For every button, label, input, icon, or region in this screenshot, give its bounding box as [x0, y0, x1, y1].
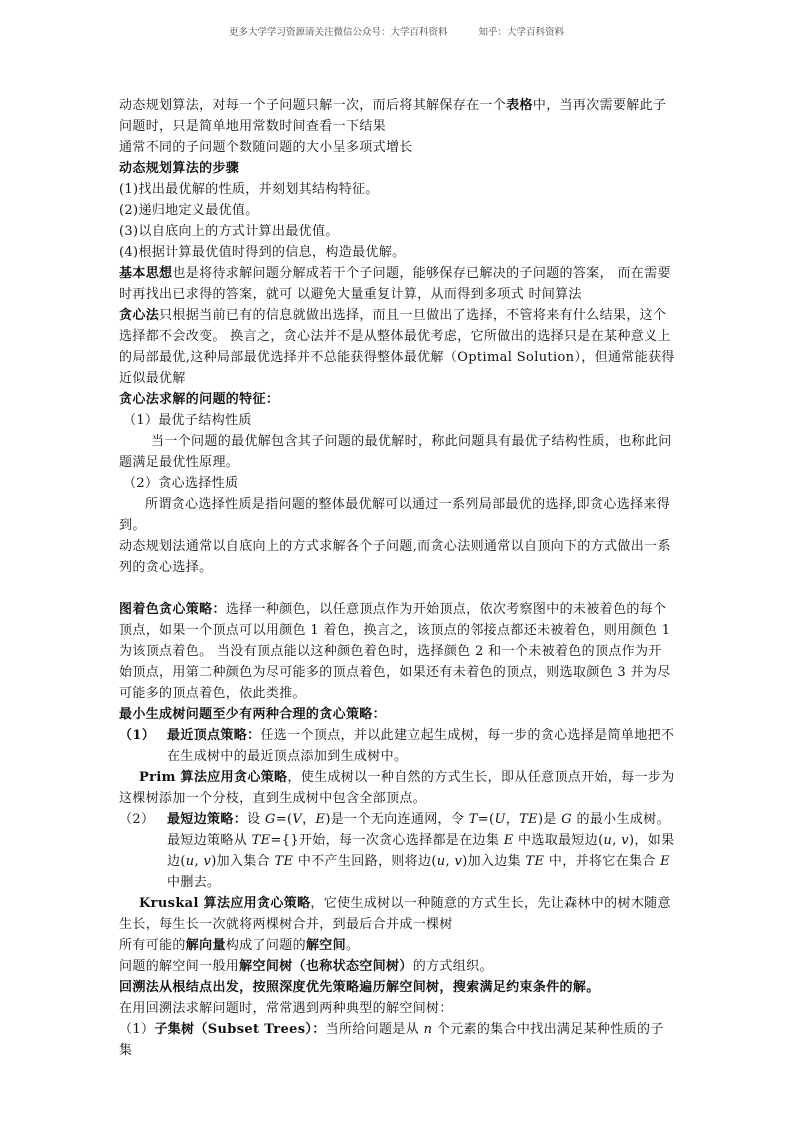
paragraph-dp-vs-greedy: 动态规划法通常以自底向上的方式求解各个子问题,而贪心法则通常以自顶向下的方式做出一系列的贪心选择。 — [119, 539, 671, 575]
math-var: v — [621, 833, 629, 848]
paragraph-subset-trees — [119, 1019, 675, 1061]
text: 任选一个顶点，并以此建立起生成树，每一步的贪心选择是简单地把不在生成树中的最近顶点添加到生成树中。 — [167, 728, 675, 764]
math-var: V — [292, 812, 303, 827]
heading-dp-steps: 动态规划算法的步骤 — [119, 161, 240, 176]
text: ， — [505, 812, 520, 827]
page-header — [0, 24, 793, 38]
bold-term-kruskal: Kruskal 算法应用贪心策略 — [139, 896, 311, 911]
text: ={}开始，每一次贪心选择都是在边集 — [270, 833, 504, 848]
list-number: （2） — [119, 812, 155, 827]
heading-mst-strategies: 最小生成树问题至少有两种合理的贪心策略： — [119, 707, 387, 722]
bold-term-basic-idea: 基本思想 — [119, 266, 173, 281]
text: 。 — [346, 938, 360, 953]
feature-1-text: 当一个问题的最优解包含其子问题的最优解时，称此问题具有最优子结构性质，也称此问题满足最优性原理。 — [119, 434, 672, 470]
bold-term-solution-space: 解空间 — [305, 938, 346, 953]
bold-term-nearest-vertex: 最近顶点策略： — [167, 728, 261, 743]
text: ，使生成树以一种自然的方式生长，即从任意顶点开始，每一步为这棵树添加一个分枝，直到生成树中包含全部顶点。 — [119, 770, 675, 806]
bold-term-graph-coloring: 图着色贪心策略： — [119, 602, 226, 617]
bold-term-greedy: 贪心法 — [119, 308, 160, 323]
text: =( — [477, 812, 495, 827]
feature-1-title: （1）最优子结构性质 — [123, 413, 252, 428]
text: 的方式组织。 — [412, 959, 493, 974]
text: 选择一种颜色，以任意顶点作为开始顶点，依次考察图中的未被着色的每个顶点，如果一个顶点可以用颜色 1 着色，换言之，该顶点的邻接点都还未被着色，则用颜色 1 为该顶点着色。 当没有顶点能以这种颜色着色时，选择颜色 2 和一个未被着色的顶点作为开始顶点，用第二种颜色为尽可能多的顶点着色，如果还有未着色的顶点，则选取颜色 3 并为尽可能多的顶点着色，依此类推。 — [119, 602, 671, 701]
dp-step-1: (1)找出最优解的性质，并刻划其结构特征。 — [119, 182, 379, 197]
math-var: TE — [525, 854, 545, 869]
math-var: E — [503, 833, 514, 848]
text: ，它使生成树以一种随意的方式生长，先让森林中的树木随意生长，每生长一次就将两棵树合并，到最后合并成一棵树 — [119, 896, 671, 932]
text: 中，并将它在集合 — [544, 854, 661, 869]
blank-line — [119, 578, 675, 599]
paragraph-backtracking: 回溯法从根结点出发，按照深度优先策略遍历解空间树，搜索满足约束条件的解。 — [119, 980, 600, 995]
paragraph-basic-idea — [119, 263, 675, 305]
math-var: TE — [251, 833, 271, 848]
dp-step-4: (4)根据计算最优值时得到的信息，构造最优解。 — [119, 245, 406, 260]
text: )加入集合 — [211, 854, 275, 869]
math-var: G — [264, 812, 276, 827]
text: 个元素的集合中找出满足某种性质的子集 — [119, 1022, 664, 1058]
text: 构成了问题的 — [225, 938, 306, 953]
text: 中选取最短边( — [513, 833, 604, 848]
text: 的最小生成树。最短边策略从 — [167, 812, 670, 848]
math-var: TE — [519, 812, 538, 827]
paragraph-solution-tree — [119, 956, 675, 977]
header-wechat-text: 更多大学学习资源请关注微信公众号：大学百科资料 — [228, 27, 448, 38]
dp-step-2: (2)递归地定义最优值。 — [119, 203, 259, 218]
text: )，如果边( — [167, 833, 675, 869]
feature-2-text: 所谓贪心选择性质是指问题的整体最优解可以通过一系列局部最优的选择,即贪心选择来得到。 — [119, 497, 671, 533]
text: =( — [275, 812, 293, 827]
math-var: v — [203, 854, 212, 869]
text: , — [194, 854, 204, 869]
math-var: u — [185, 854, 195, 869]
text: 当所给问题是从 — [325, 1022, 424, 1037]
bold-term-solution-tree: 解空间树（也称状态空间树） — [239, 959, 413, 974]
document-body — [119, 95, 675, 1061]
bold-term-subset-trees: 子集树（Subset Trees）： — [154, 1022, 326, 1037]
bold-term-solution-vector: 解向量 — [185, 938, 226, 953]
mst-strategy-2 — [119, 809, 675, 893]
paragraph-typical-trees: 在用回溯法求解问题时，常常遇到两种典型的解空间树： — [119, 1001, 453, 1016]
math-var: u — [603, 833, 613, 848]
text: )是 — [537, 812, 562, 827]
bold-term-prim: Prim 算法应用贪心策略 — [139, 770, 288, 785]
paragraph-subproblem-count: 通常不同的子问题个数随问题的大小呈多项式增长 — [119, 140, 413, 155]
feature-2-title: （2）贪心选择性质 — [123, 476, 239, 491]
math-var: E — [315, 812, 326, 827]
text: （1） — [119, 1022, 155, 1037]
text: 也是将待求解问题分解成若干个子问题，能够保存已解决的子问题的答案， 而在需要时再找出已求得的答案，就可 以避免大量重复计算，从而得到多项式 时间算法 — [119, 266, 671, 302]
math-var: n — [423, 1022, 433, 1037]
math-var: u — [436, 854, 446, 869]
math-var: T — [468, 812, 478, 827]
paragraph-graph-coloring — [119, 599, 675, 704]
text: 动态规划算法，对每一个子问题只解一次，而后将其解保存在一个 — [119, 98, 507, 113]
math-var: E — [660, 854, 670, 869]
mst-strategy-1 — [119, 725, 675, 767]
list-body — [167, 809, 675, 893]
text: 所有可能的 — [119, 938, 186, 953]
paragraph-dp-intro — [119, 95, 675, 137]
dp-step-3: (3)以自底向上的方式计算出最优值。 — [119, 224, 339, 239]
paragraph-greedy — [119, 305, 675, 389]
text: 只根据当前已有的信息就做出选择，而且一旦做出了选择，不管将来有什么结果，这个选择都不会改变。 换言之，贪心法并不是从整体最优考虑，它所做出的选择只是在某种意义上的局部最优,这种局部最优选择并不总能获得整体最优解（Optimal Solution），但通常能获得近似最优解 — [119, 308, 675, 386]
list-body — [167, 725, 675, 767]
text: 中不产生回路，则将边( — [293, 854, 437, 869]
math-var: v — [454, 854, 463, 869]
text: ， — [302, 812, 316, 827]
header-zhihu-text: 知乎：大学百科资料 — [478, 27, 565, 38]
text: 中，当再次需要解此子问题时，只是简单地用常数时间查看一下结果 — [119, 98, 667, 134]
bold-term-shortest-edge: 最短边策略： — [167, 812, 248, 827]
heading-greedy-features: 贪心法求解的问题的特征： — [119, 392, 280, 407]
math-var: U — [494, 812, 506, 827]
paragraph-solution-space — [119, 935, 675, 956]
text: )加入边集 — [462, 854, 526, 869]
math-var: TE — [274, 854, 294, 869]
text: )是一个无向连通网，令 — [325, 812, 469, 827]
text: , — [445, 854, 455, 869]
paragraph-kruskal — [119, 893, 675, 935]
text: 设 — [247, 812, 265, 827]
text: 问题的解空间一般用 — [119, 959, 240, 974]
paragraph-prim — [119, 767, 675, 809]
bold-term-table: 表格 — [506, 98, 533, 113]
math-var: G — [561, 812, 572, 827]
list-number: （1） — [119, 728, 156, 743]
text: 中删去。 — [167, 875, 221, 890]
text: , — [612, 833, 622, 848]
